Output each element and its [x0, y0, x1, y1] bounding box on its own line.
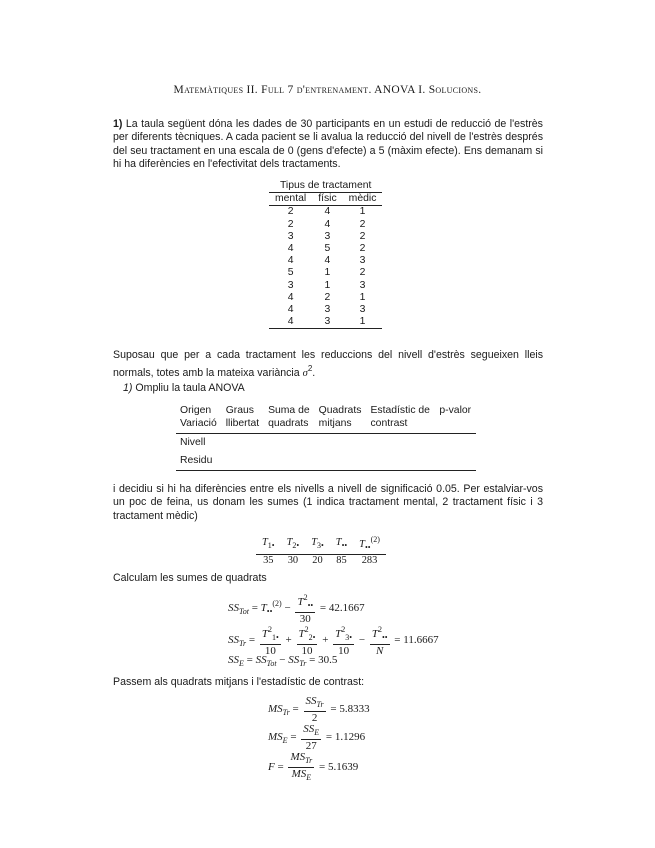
sums-header-symbol: T — [262, 536, 268, 548]
sums-header — [305, 534, 330, 555]
table-cell: 4 — [287, 255, 294, 267]
table-cell: 4 — [287, 291, 294, 303]
sums-header — [330, 534, 353, 555]
data-table — [269, 180, 382, 329]
table-cell: 3 — [359, 255, 366, 267]
table-row — [269, 304, 382, 316]
equation-f-statistic: F = $\frac{MS_{Tr}}{MS_E}$ = 5.1639 — [268, 751, 359, 782]
eq2-d1: 10 — [264, 645, 276, 657]
eq2-result: = 11.6667 — [394, 634, 439, 647]
decide-text: i decidiu si hi ha diferències entre els nivells a nivell de significació 0.05. Per estalviar-vos un poc de feina, us donam les sumes (1 indica tractament mental, 2 tractament físic i 3 tractament mèdic) — [113, 483, 543, 522]
anova-header-line: p-valor — [439, 405, 472, 416]
sums-header-symbol: T — [286, 536, 293, 548]
table-cell: 5 — [324, 243, 331, 255]
page-header — [0, 84, 655, 96]
anova-empty-cell — [264, 434, 315, 453]
anova-empty-cell — [315, 452, 367, 471]
table-row — [269, 206, 382, 219]
anova-row — [176, 452, 476, 471]
table-cell: 4 — [287, 243, 294, 255]
sums-value: 20 — [312, 555, 323, 566]
eq4-result: = 5.8333 — [330, 703, 370, 716]
sums-value: 30 — [287, 555, 299, 566]
anova-header-line: mitjans — [318, 417, 352, 429]
sums-value: 35 — [263, 555, 274, 566]
table-cell: 2 — [287, 218, 294, 230]
equation-ss-total: $SS_{Tot} = T_{••}^{(2)}$ − $\frac{T^2_{••}}{30}$ = 42.1667 — [228, 593, 365, 625]
table-cell: 4 — [287, 304, 294, 316]
anova-empty-cell — [366, 452, 435, 471]
table-cell: 5 — [287, 267, 294, 279]
table-cell: 2 — [359, 218, 366, 230]
eq2-lhs: SS — [228, 634, 239, 647]
anova-header-line: Estadístic de — [370, 405, 430, 416]
equation-ss-treatment: $SS_{Tr}$ = $\frac{T^2_{1•}}{10}$ + $\frac{T^2_{2•}}{10}$ + $\frac{T^2_{3•}}{10}$ − $\frac{T^2_{••}}{N}$ = 11.6667 — [228, 625, 439, 657]
eq2-d3: 10 — [338, 645, 350, 657]
table-row — [269, 255, 382, 267]
table-row — [269, 292, 382, 304]
sums-value: 283 — [361, 555, 378, 566]
anova-table — [176, 405, 476, 471]
sums-header-sub: 1• — [267, 540, 275, 550]
anova-header-line: quadrats — [268, 417, 309, 429]
table-cell: 4 — [269, 316, 312, 329]
means-label: Passem als quadrats mitjans i l'estadístic de contrast: — [113, 676, 365, 688]
sigma-exponent: 2 — [307, 364, 313, 374]
anova-header — [315, 405, 367, 434]
sums-header-symbol: T — [311, 536, 317, 548]
table-cell: 4 — [324, 218, 331, 230]
eq1-num-sup: 2 — [303, 593, 308, 602]
sums-header-sub: 2• — [292, 540, 300, 550]
anova-header — [176, 405, 222, 434]
eq6-result: = 5.1639 — [319, 761, 359, 774]
table-row — [269, 219, 382, 231]
anova-header-line — [439, 418, 472, 431]
sums-header-sub: 3• — [316, 540, 324, 550]
sums-header — [256, 534, 281, 555]
column-header: físic — [312, 193, 342, 206]
table-cell: 1 — [324, 279, 331, 291]
sums-header-symbol: T — [335, 536, 342, 548]
table-row — [269, 316, 382, 329]
eq1-lhs: SS — [228, 602, 239, 615]
sums-header-sub: •• — [341, 540, 348, 550]
anova-empty-cell — [435, 434, 476, 453]
table-cell: 3 — [324, 230, 331, 242]
anova-empty-cell — [366, 434, 435, 453]
table-row — [269, 267, 382, 279]
table-cell: 1 — [359, 291, 366, 303]
anova-header-line: Suma de — [268, 405, 310, 416]
table-cell: 2 — [359, 267, 366, 279]
table-cell: 4 — [324, 206, 331, 218]
problem-number: 1) — [113, 118, 123, 130]
table-cell: 3 — [359, 279, 366, 291]
table-cell: 3 — [324, 304, 331, 316]
sums-header-sup: (2) — [370, 535, 380, 544]
table-cell: 1 — [359, 206, 366, 218]
anova-empty-cell — [222, 434, 264, 453]
anova-header-line: contrast — [370, 417, 408, 429]
anova-empty-cell — [435, 452, 476, 471]
eq3-result: = 30.5 — [309, 654, 338, 666]
assumption-text: Suposau que per a cada tractament les reduccions del nivell d'estrès segueixen lleis normals, totes amb la mateixa variància $\sigma^2$. — [113, 349, 543, 380]
part-1-text: Ompliu la taula ANOVA — [135, 382, 245, 394]
anova-empty-cell — [264, 452, 315, 471]
part-1-label: 1) — [123, 382, 133, 394]
eq5-result: = 1.1296 — [325, 731, 366, 744]
anova-row-label: Nivell — [180, 437, 206, 448]
sums-table — [256, 534, 386, 567]
table-cell: 1 — [324, 267, 331, 279]
anova-header-line: Graus — [225, 405, 254, 416]
problem-intro-text: La taula següent dóna les dades de 30 participants en un estudi de reducció de l'estrès per diferents tècniques. A cada pacient se li avalua la reducció del nivell de l'estrès després del seu tractament en una escala de 0 (gens d'efecte) a 5 (màxim efecte). Ens demanam si hi ha diferències en l'efectivitat dels tractaments. — [113, 118, 543, 170]
eq1-lhs-sub: Tot — [239, 607, 249, 617]
problem-intro — [113, 118, 543, 171]
eq1-result: = 42.1667 — [319, 602, 365, 615]
eq1-denom: 30 — [299, 613, 311, 625]
equation-ss-error: $SS_E = SS_{Tot} - SS_{Tr} = 30.5$ — [228, 654, 338, 668]
data-table-caption: Tipus de tractament — [269, 180, 382, 193]
anova-header — [435, 405, 476, 434]
table-cell: 3 — [359, 304, 366, 316]
table-row — [269, 243, 382, 255]
equation-ms-treatment: $MS_{Tr}$ = $\frac{SS_{Tr}}{2}$ = 5.8333 — [268, 695, 370, 724]
table-cell: 3 — [287, 230, 294, 242]
anova-header-line: Variació — [180, 417, 217, 429]
equation-ms-error: $MS_E$ = $\frac{SS_E}{27}$ = 1.1296 — [268, 723, 366, 752]
anova-header-line: Quadrats — [318, 405, 362, 416]
assumption-sentence: Suposau que per a cada tractament les reduccions del nivell d'estrès segueixen lleis normals, totes amb la mateixa variància — [113, 349, 543, 380]
anova-row-label: Residu — [176, 452, 222, 471]
table-cell: 2 — [324, 291, 331, 303]
sums-value: 85 — [336, 555, 347, 566]
eq2-d2: 10 — [301, 645, 313, 657]
eq4-denom: 2 — [311, 712, 318, 724]
table-cell: 1 — [343, 316, 383, 329]
anova-empty-cell — [222, 452, 264, 471]
sigma-symbol: σ — [302, 368, 308, 380]
table-cell: 2 — [359, 243, 366, 255]
calc-sums-label: Calculam les sumes de quadrats — [113, 572, 267, 584]
sums-header-sub: •• — [364, 543, 371, 552]
table-row — [269, 280, 382, 292]
anova-header-line: llibertat — [225, 417, 260, 429]
table-cell: 2 — [287, 206, 294, 218]
anova-empty-cell — [315, 434, 367, 453]
table-cell: 3 — [312, 316, 342, 329]
header-title: Matemàtiques II. Full 7 d'entrenament. ANOVA I. Solucions. — [173, 84, 482, 96]
sums-header-symbol: T — [359, 539, 365, 550]
part-1 — [123, 382, 245, 394]
anova-row — [176, 434, 476, 453]
eq5-denom: 27 — [305, 740, 317, 752]
table-row — [269, 231, 382, 243]
eq2-d4: N — [376, 645, 384, 657]
anova-header — [222, 405, 264, 434]
column-header: mèdic — [343, 193, 383, 206]
table-cell: 2 — [359, 230, 366, 242]
sums-header — [281, 534, 306, 555]
anova-header — [264, 405, 315, 434]
table-cell: 4 — [324, 255, 331, 267]
anova-header-line: Origen — [180, 405, 212, 416]
anova-header — [366, 405, 435, 434]
table-cell: 3 — [287, 279, 294, 291]
sums-header — [353, 534, 386, 555]
column-header: mental — [269, 193, 312, 206]
eq2-lhs-sub: Tr — [239, 639, 247, 649]
